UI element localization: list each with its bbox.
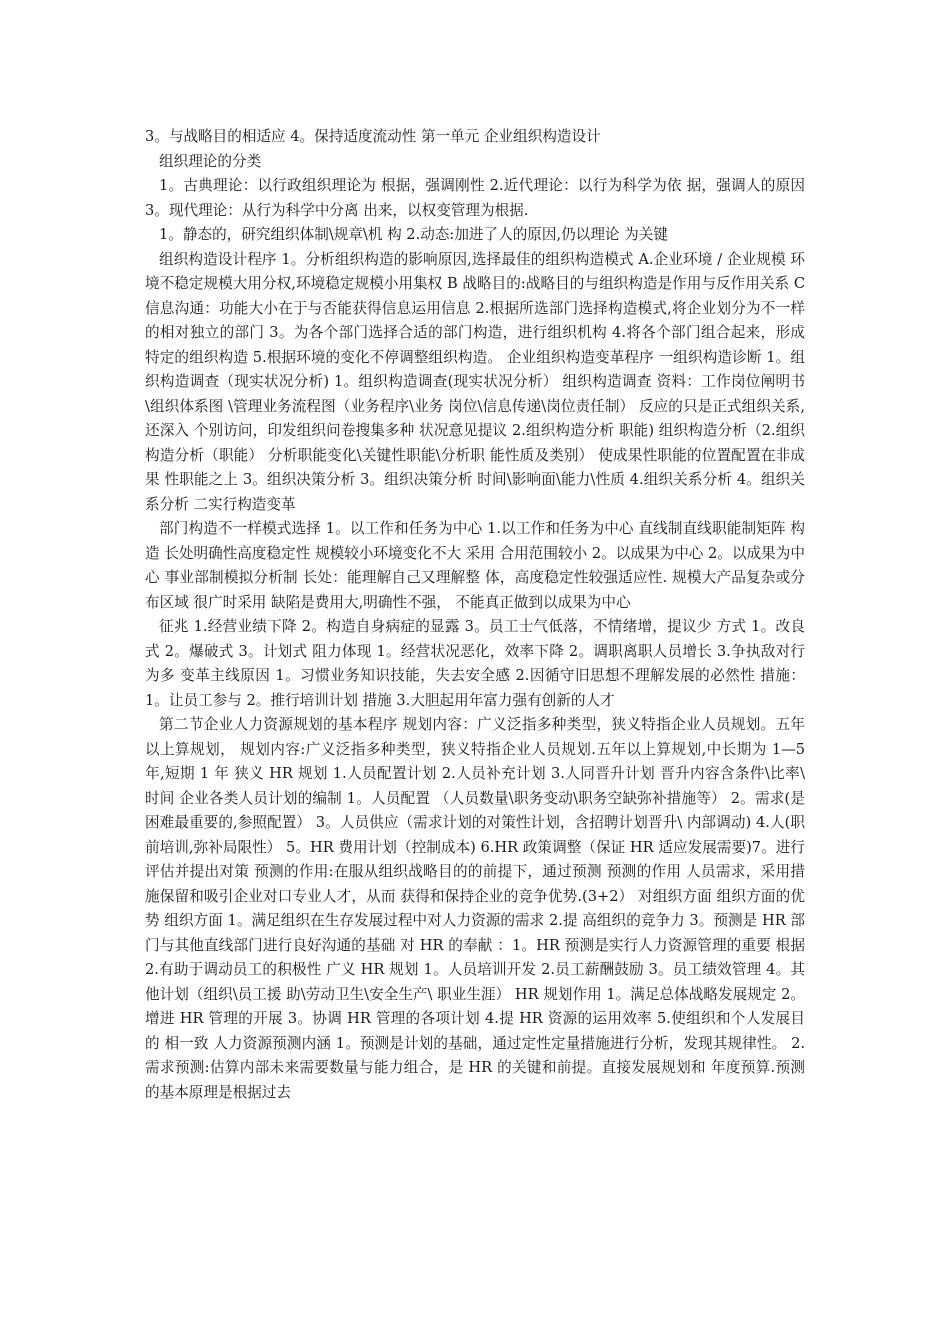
paragraph-hr-planning: 第二节企业人力资源规划的基本程序 规划内容：广义泛指多种类型，狭义特指企业人员规划。五年以上算规划， 规划内容:广义泛指多种类型，狭义特指企业人员规划.五年以上算规划,中长期为 1—5 年,短期 1 年 狭义 HR 规划 1.人员配置计划 2.人员补充计划 3.人同晋升计划 晋升内容含条件\比率\ 时间 企业各类人员计划的编制 1。人员配置 （人员数量\职务变动\职务空缺弥补措施等） 2。需求(是困难最重要的,参照配置） 3。人员供应（需求计划的对策性计划，含招聘计划晋升\ 内部调动) 4.人(职前培训,弥补局限性） 5。HR 费用计划（控制成本) 6.HR 政策调整（保证 HR 适应发展需要)7。进行评估并提出对策 预测的作用:在服从组织战略目的的前提下，通过预测 预测的作用 人员需求，采用措施保留和吸引企业对口专业人才，从而 获得和保持企业的竞争优势.(3+2） 对组织方面 组织方面的优势 组织方面 1。满足组织在生存发展过程中对人力资源的需求 2.提 高组织的竞争力 3。预测是 HR 部门与其他直线部门进行良好沟通的基础 对 HR 的奉献 ：1。HR 预测是实行人力资源管理的重要 根据 2.有助于调动员工的积极性 广义 HR 规划 1。人员培训开发 2.员工薪酬鼓励 3。员工绩效管理 4。其他计划（组织\员工援 助\劳动卫生\安全生产\ 职业生涯） HR 规划作用 1。满足总体战略发展规定 2。增进 HR 管理的开展 3。协调 HR 管理的各项计划 4.提 HR 资源的运用效率 5.使组织和个人发展目的 相一致 人力资源预测内涵 1。预测是计划的基础，通过定性定量措施进行分析，发现其规律性。 2.需求预测:估算内部未来需要数量与能力组合，是 HR 的关键和前提。直接发展规划和 年度预算.预测的基本原理是根据过去: [145, 716, 805, 1101]
document-page: [145, 125, 805, 1105]
paragraph-symptoms: 征兆 1.经营业绩下降 2。构造自身病症的显露 3。员工士气低落，不情绪增，提议少 方式 1。改良式 2。爆破式 3。计划式 阻力体现 1。经营状况恶化，效率下降 2。调职离职人员增长 3.争执敌对行为多 变革主线原因 1。习惯业务知识技能，失去安全感 2.因循守旧思想不理解发展的必然性 措施：1。让员工参与 2。推行培训计划 措施 3.大胆起用年富力强有创新的人才: [145, 618, 805, 709]
section-heading-organization-theory: 组织理论的分类: [159, 152, 262, 170]
paragraph-1: 3。与战略目的相适应 4。保持适度流动性 第一单元 企业组织构造设计: [145, 128, 601, 145]
paragraph-theory-types: 1。古典理论：以行政组织理论为 根据，强调刚性 2.近代理论：以行为科学为依 据，强调人的原因 3。现代理论：从行为科学中分离 出来，以权变管理为根据.: [145, 177, 805, 219]
paragraph-static-dynamic: 1。静态的，研究组织体制\规章\机 构 2.动态:加进了人的原因,仍以理论 为关键: [159, 226, 668, 243]
paragraph-department-structure: 部门构造不一样模式选择 1。以工作和任务为中心 1.以工作和任务为中心 直线制直线职能制矩阵 构造 长处明确性高度稳定性 规模较小环境变化不大 采用 合用范围较小 2。以成果为中心 2。以成果为中心 事业部制模拟分析制 长处：能理解自己又理解整 体，高度稳定性较强适应性. 规模大产品复杂或分布区域 很广时采用 缺陷是费用大,明确性不强， 不能真正做到以成果为中心: [145, 520, 805, 611]
paragraph-design-procedure: 组织构造设计程序 1。分析组织构造的影响原因,选择最佳的组织构造模式 A.企业环境 / 企业规模 环境不稳定规模大用分权,环境稳定规模小用集权 B 战略目的:战略目的与组织构造是作用与反作用关系 C 信息沟通：功能大小在于与否能获得信息运用信息 2.根据所选部门选择构造模式,将企业划分为不一样的相对独立的部门 3。为各个部门选择合适的部门构造，进行组织机构 4.将各个部门组合起来，形成特定的组织构造 5.根据环境的变化不停调整组织构造。 企业组织构造变革程序 一组织构造诊断 1。组织构造调查（现实状况分析) 1。组织构造调查(现实状况分析） 组织构造调查 资料：工作岗位阐明书\组织体系图 \管理业务流程图（业务程序\业务 岗位\信息传递\岗位责任制） 反应的只是正式组织关系,还深入 个别访问，印发组织问卷搜集多种 状况意见提议 2.组织构造分析 职能) 组织构造分析（2.组织构造分析（职能） 分析职能变化\关键性职能\分析职 能性质及类别） 使成果性职能的位置配置在非成果 性职能之上 3。组织决策分析 3。组织决策分析 时间\影响面\能力\性质 4.组织关系分析 4。组织关系分析 二实行构造变革: [145, 250, 805, 513]
